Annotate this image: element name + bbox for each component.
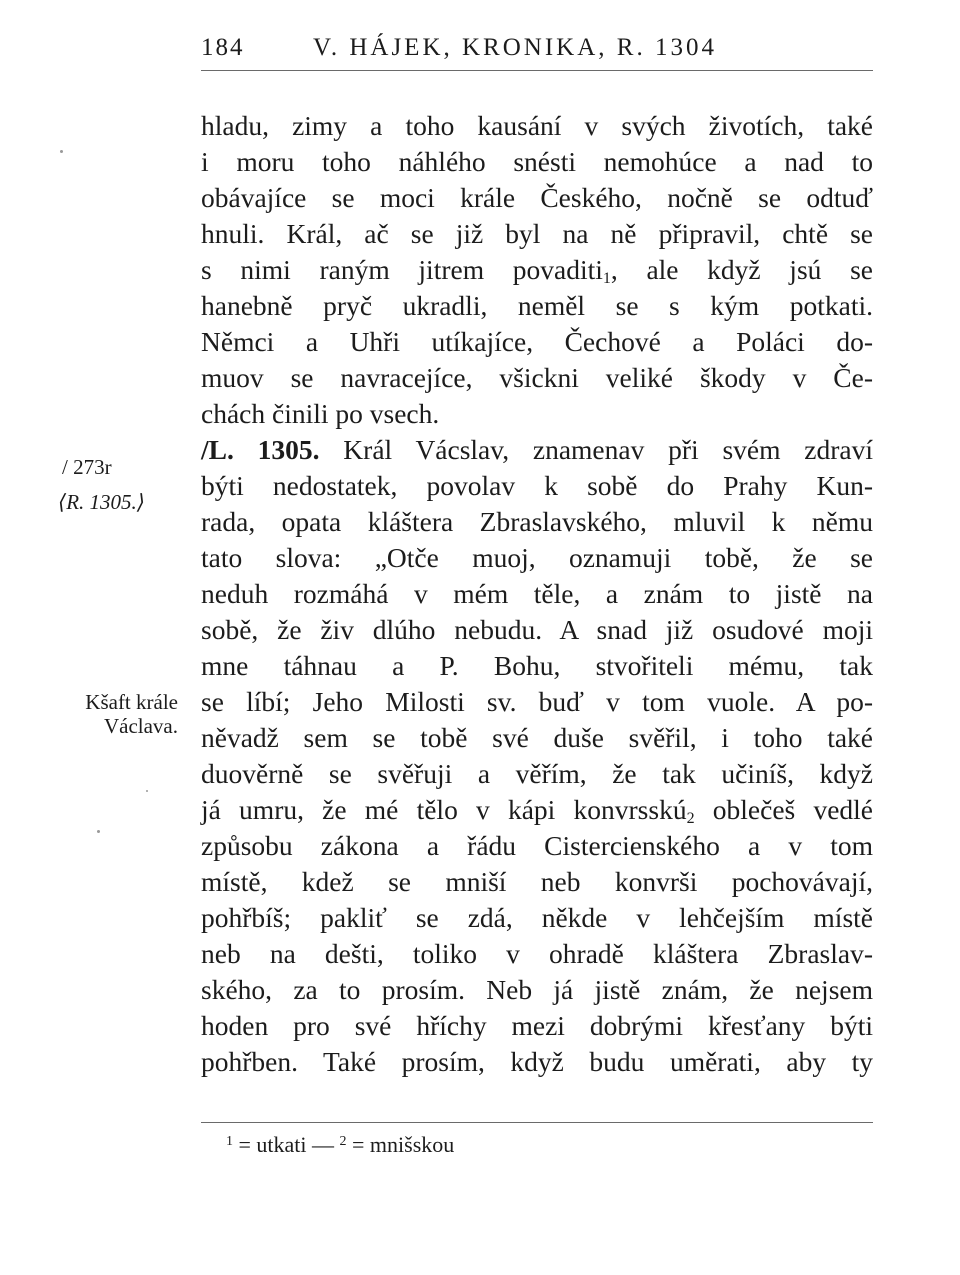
text-line: pohřbíš; pakliť se zdá, někde v lehčejším místě [201,902,873,933]
running-header [201,34,873,68]
header-divider [201,70,873,71]
text-segment: já umru, že mé tělo v kápi konvrsskú [201,794,687,825]
text-line: pohřben. Také prosím, když budu uměrati, aby ty [201,1046,873,1077]
text-line: býti nedostatek, povolav k sobě do Prahy Kun- [201,470,873,501]
footnote-mark: 1 [602,270,611,287]
text-line: duověrně se svěřuji a věřím, že tak učiníš, když [201,758,873,789]
text-line: ského, za to prosím. Neb já jistě znám, že nejsem [201,974,873,1005]
footnote-text: = utkati — [233,1132,340,1157]
scan-speck [97,830,100,833]
text-line: muov se navracejíce, všickni veliké škody v Če- [201,362,873,393]
year-marker: /L. 1305. [201,434,320,465]
footnote-number: 2 [339,1134,347,1149]
text-line: Němci a Uhři utíkajíce, Čechové a Poláci do- [201,326,873,357]
footnote-number: 1 [226,1134,233,1149]
text-line: tato slova: „Otče muoj, oznamuji tobě, že se [201,542,873,573]
text-line: hoden pro své hříchy mezi dobrými křesťany býti [201,1010,873,1041]
text-line: i moru toho náhlého snésti nemohúce a nad to [201,146,873,177]
text-segment: s nimi raným jitrem povaditi [201,254,603,285]
text-line: hnuli. Král, ač se již byl na ně připravil, chtě se [201,218,873,249]
footnotes [226,1130,454,1160]
text-segment: , ale když jsú se [610,254,873,285]
scan-speck [60,150,63,153]
text-line: chách činili po vsech. [201,398,440,429]
text-line: se líbí; Jeho Milosti sv. buď v tom vuole. A po- [201,686,873,717]
main-text [201,108,873,1080]
margin-heading [60,690,178,738]
footnote-mark: 2 [686,810,695,827]
text-line: způsobu zákona a řádu Cistercienského a v tom [201,830,873,861]
text-line: místě, kdež se mniší neb konvrši pochovávají, [201,866,873,897]
text-line: hladu, zimy a toho kausání v svých životích, také [201,110,873,141]
text-line [201,792,873,828]
text-line: hanebně pryč ukradli, neměl se s kým potkati. [201,290,873,321]
text-line [201,252,873,288]
text-line [201,432,873,468]
margin-year-reference: ⟨R. 1305.⟩ [58,490,145,514]
footnote-divider [201,1122,873,1123]
text-segment: oblečeš vedlé [694,794,874,825]
text-line: mne táhnau a P. Bohu, stvořiteli mému, tak [201,650,873,681]
margin-heading-line: Václava. [103,714,178,738]
scan-speck [146,790,148,792]
footnote-text: = mnišskou [346,1132,455,1157]
text-segment: Král Vácslav, znamenav při svém zdraví [319,434,873,465]
margin-folio-reference: / 273r [62,455,112,479]
text-line: neb na dešti, toliko v ohradě kláštera Zbraslav- [201,938,873,969]
margin-heading-line: Kšaft krále [85,690,178,714]
text-line: rada, opata kláštera Zbraslavského, mluvil k němu [201,506,873,537]
page-number: 184 [201,34,245,61]
running-title: V. HÁJEK, KRONIKA, R. 1304 [313,34,717,61]
text-line: sobě, že živ dlúho nebudu. A snad již osudové moji [201,614,873,645]
text-line: obávajíce se moci krále Českého, nočně se odtuď [201,182,873,213]
text-line: neduh rozmáhá v mém těle, a znám to jistě na [201,578,873,609]
text-line: něvadž sem se tobě své duše svěřil, i toho také [201,722,873,753]
